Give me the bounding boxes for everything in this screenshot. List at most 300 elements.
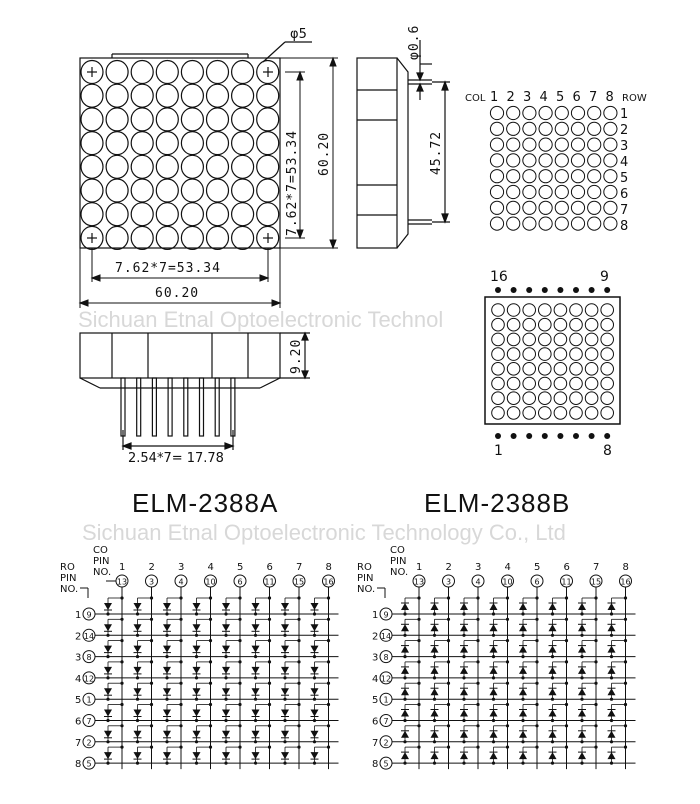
led-circle (571, 138, 584, 151)
junction-dot (254, 655, 257, 658)
pitch-vertical-label: 7.62*7=53.34 (285, 130, 300, 236)
junction-dot (195, 698, 198, 701)
led-circle (539, 407, 552, 420)
led-circle (539, 363, 552, 376)
model-title-b: ELM-2388B (424, 488, 571, 518)
junction-dot (594, 639, 597, 642)
junction-dot (297, 746, 300, 749)
hole-dimension-label: φ5 (290, 27, 307, 42)
led-circle (232, 179, 254, 202)
junction-dot (535, 618, 538, 621)
led-circle (588, 106, 601, 119)
pin-dot-bottom (511, 433, 517, 439)
led-circle (554, 333, 567, 346)
led-circle (523, 333, 536, 346)
junction-dot (610, 698, 613, 701)
row-pin-number: 8 (86, 653, 92, 663)
led-circle (131, 108, 153, 131)
led-circle (601, 304, 614, 317)
junction-dot (120, 660, 123, 663)
led-circle (81, 203, 103, 226)
junction-dot (254, 612, 257, 615)
pin-label: PIN (390, 556, 407, 567)
junction-dot (268, 618, 271, 621)
led-circle (492, 333, 505, 346)
row-number: 4 (620, 155, 629, 170)
col-pin-number: 4 (475, 577, 481, 587)
junction-dot (447, 596, 450, 599)
junction-dot (297, 660, 300, 663)
led-circle (492, 304, 505, 317)
junction-dot (209, 660, 212, 663)
led-circle (131, 84, 153, 107)
led-circle (585, 318, 598, 331)
col-number: 7 (593, 562, 600, 573)
row-number: 2 (75, 631, 82, 643)
led-circle (523, 138, 536, 151)
co-label: CO (390, 545, 405, 556)
pin-1-label: 1 (494, 443, 503, 459)
junction-dot (268, 639, 271, 642)
front-view (80, 42, 312, 249)
junction-dot (150, 618, 153, 621)
junction-dot (195, 740, 198, 743)
led-circle (490, 138, 503, 151)
junction-dot (506, 639, 509, 642)
junction-dot (179, 660, 182, 663)
junction-dot (624, 618, 627, 621)
led-circle (585, 333, 598, 346)
led-circle (232, 108, 254, 131)
junction-dot (268, 724, 271, 727)
row-number: 7 (372, 737, 379, 749)
junction-dot (136, 719, 139, 722)
junction-dot (283, 676, 286, 679)
led-circle (570, 377, 583, 390)
junction-dot (535, 703, 538, 706)
junction-dot (521, 719, 524, 722)
row-pin-number: 12 (380, 674, 392, 684)
junction-dot (136, 698, 139, 701)
junction-dot (209, 618, 212, 621)
led-circle (131, 226, 153, 249)
junction-dot (565, 639, 568, 642)
junction-dot (565, 596, 568, 599)
junction-dot (297, 682, 300, 685)
junction-dot (150, 703, 153, 706)
junction-dot (297, 724, 300, 727)
junction-dot (120, 618, 123, 621)
junction-dot (403, 612, 406, 615)
height-label: 60.20 (317, 131, 332, 176)
junction-dot (283, 762, 286, 765)
junction-dot (521, 676, 524, 679)
junction-dot (551, 740, 554, 743)
junction-dot (594, 660, 597, 663)
junction-dot (417, 660, 420, 663)
junction-dot (535, 639, 538, 642)
led-circle (507, 154, 520, 167)
led-circle (156, 108, 178, 131)
led-circle (523, 348, 536, 361)
led-circle (232, 155, 254, 178)
led-circle (523, 106, 536, 119)
led-circle (106, 61, 128, 84)
junction-dot (594, 724, 597, 727)
junction-dot (462, 698, 465, 701)
led-circle (539, 138, 552, 151)
led-circle (555, 201, 568, 214)
junction-dot (580, 634, 583, 637)
led-circle (571, 122, 584, 135)
led-circle (181, 226, 203, 249)
junction-dot (327, 596, 330, 599)
col-number: 7 (589, 90, 598, 105)
led-circle (604, 122, 617, 135)
junction-dot (565, 746, 568, 749)
junction-dot (433, 740, 436, 743)
row-number: 3 (372, 652, 379, 664)
led-circle (181, 61, 203, 84)
junction-dot (209, 746, 212, 749)
led-circle (523, 392, 536, 405)
junction-dot (254, 762, 257, 765)
junction-dot (283, 719, 286, 722)
junction-dot (462, 719, 465, 722)
led-circle (181, 203, 203, 226)
junction-dot (165, 634, 168, 637)
junction-dot (327, 660, 330, 663)
junction-dot (476, 639, 479, 642)
junction-dot (136, 762, 139, 765)
led-circle (523, 318, 536, 331)
led-circle (507, 185, 520, 198)
junction-dot (179, 703, 182, 706)
pin-lead (137, 378, 141, 436)
junction-dot (209, 596, 212, 599)
row-number: 1 (372, 610, 379, 621)
junction-dot (492, 612, 495, 615)
led-circle (232, 84, 254, 107)
led-circle (81, 179, 103, 202)
junction-dot (492, 698, 495, 701)
junction-dot (136, 655, 139, 658)
led-circle (492, 348, 505, 361)
led-circle (539, 392, 552, 405)
pin-dot-top (511, 287, 517, 293)
junction-dot (179, 724, 182, 727)
junction-dot (624, 682, 627, 685)
junction-dot (535, 746, 538, 749)
junction-dot (506, 660, 509, 663)
junction-dot (297, 596, 300, 599)
junction-dot (327, 703, 330, 706)
junction-dot (283, 698, 286, 701)
junction-dot (417, 746, 420, 749)
col-pin-number: 3 (148, 577, 155, 587)
junction-dot (224, 762, 227, 765)
pin-lead (184, 378, 188, 436)
led-circle (555, 217, 568, 230)
col-pin-number: 11 (561, 577, 572, 587)
row-pin-number: 1 (86, 695, 92, 705)
led-circle (507, 348, 520, 361)
row-number: 2 (372, 631, 379, 643)
led-circle (106, 108, 128, 131)
led-circle (570, 333, 583, 346)
junction-dot (165, 612, 168, 615)
junction-dot (506, 596, 509, 599)
led-circle (490, 201, 503, 214)
col-pin-number: 3 (445, 577, 452, 587)
junction-dot (551, 698, 554, 701)
led-circle (207, 179, 229, 202)
pin-pitch-label: 2.54*7= 17.78 (128, 451, 224, 466)
col-number: 2 (148, 562, 155, 573)
led-circle (507, 106, 520, 119)
pin-label: PIN (60, 573, 77, 584)
junction-dot (580, 762, 583, 765)
led-circle (588, 154, 601, 167)
led-circle (156, 155, 178, 178)
led-circle (181, 179, 203, 202)
junction-dot (106, 740, 109, 743)
led-circle (131, 179, 153, 202)
led-circle (492, 363, 505, 376)
junction-dot (551, 612, 554, 615)
col-number: 8 (325, 562, 332, 573)
row-number: 8 (75, 759, 82, 771)
junction-dot (594, 596, 597, 599)
junction-dot (610, 676, 613, 679)
led-circle (554, 392, 567, 405)
junction-dot (580, 740, 583, 743)
junction-dot (521, 612, 524, 615)
led-circle (523, 201, 536, 214)
bottom-view (80, 333, 310, 450)
led-circle (604, 106, 617, 119)
led-circle (207, 132, 229, 155)
corner-mark (87, 67, 97, 77)
row-pin-number: 2 (86, 738, 92, 748)
pin-lead (152, 378, 156, 436)
led-circle (523, 304, 536, 317)
led-circle (588, 201, 601, 214)
pin-16-label: 16 (490, 269, 508, 285)
junction-dot (610, 719, 613, 722)
junction-dot (238, 618, 241, 621)
pin-lead (215, 378, 219, 436)
junction-dot (150, 639, 153, 642)
pin-dot-top (557, 287, 563, 293)
junction-dot (433, 676, 436, 679)
led-circle (131, 61, 153, 84)
junction-dot (313, 719, 316, 722)
led-circle (181, 108, 203, 131)
pin-lead (168, 378, 172, 436)
col-pin-number: 15 (590, 577, 602, 587)
junction-dot (594, 703, 597, 706)
junction-dot (120, 639, 123, 642)
led-circle (571, 154, 584, 167)
junction-dot (610, 612, 613, 615)
pin-label: PIN (357, 573, 374, 584)
junction-dot (268, 682, 271, 685)
junction-dot (165, 655, 168, 658)
junction-dot (106, 719, 109, 722)
led-circle (601, 333, 614, 346)
led-circle (106, 132, 128, 155)
junction-dot (120, 596, 123, 599)
junction-dot (594, 618, 597, 621)
junction-dot (179, 618, 182, 621)
pin-dot-bottom (557, 433, 563, 439)
col-label: COL (465, 93, 486, 104)
junction-dot (476, 746, 479, 749)
col-number: 4 (539, 90, 548, 105)
led-circle (523, 185, 536, 198)
led-circle (588, 138, 601, 151)
junction-dot (136, 634, 139, 637)
row-number: 4 (75, 673, 82, 685)
pin-dot-top (542, 287, 548, 293)
led-circle (570, 318, 583, 331)
col-pin-number: 16 (620, 577, 631, 587)
led-circle (601, 363, 614, 376)
junction-dot (417, 703, 420, 706)
col-pin-number: 4 (178, 577, 184, 587)
led-circle (507, 407, 520, 420)
junction-dot (447, 682, 450, 685)
led-circle (555, 154, 568, 167)
led-circle (604, 138, 617, 151)
led-circle (257, 179, 279, 202)
junction-dot (268, 746, 271, 749)
junction-dot (417, 618, 420, 621)
led-circle (257, 203, 279, 226)
led-circle (507, 138, 520, 151)
led-circle (523, 154, 536, 167)
led-circle (523, 363, 536, 376)
led-circle (571, 170, 584, 183)
led-circle (601, 407, 614, 420)
junction-dot (551, 676, 554, 679)
junction-dot (195, 655, 198, 658)
junction-dot (433, 612, 436, 615)
led-circle (507, 122, 520, 135)
row-pin-number: 9 (86, 610, 92, 620)
led-circle (207, 84, 229, 107)
led-circle (156, 179, 178, 202)
led-circle (81, 108, 103, 131)
pin-length-label: 45.72 (429, 130, 444, 175)
col-pin-number: 13 (116, 577, 128, 587)
pin-lead (200, 378, 204, 436)
junction-dot (283, 740, 286, 743)
junction-dot (179, 682, 182, 685)
junction-dot (165, 762, 168, 765)
row-number: 7 (620, 203, 629, 218)
junction-dot (195, 634, 198, 637)
junction-dot (535, 596, 538, 599)
junction-dot (120, 682, 123, 685)
led-circle (555, 185, 568, 198)
width-label: 60.20 (155, 286, 200, 301)
junction-dot (610, 762, 613, 765)
led-circle (507, 304, 520, 317)
thickness-label: 9.20 (289, 338, 304, 374)
corner-mark (87, 233, 97, 243)
led-circle (492, 318, 505, 331)
led-circle (181, 132, 203, 155)
junction-dot (610, 655, 613, 658)
pin-lead (121, 378, 125, 436)
junction-dot (565, 618, 568, 621)
junction-dot (165, 698, 168, 701)
junction-dot (551, 655, 554, 658)
led-circle (106, 226, 128, 249)
led-circle (539, 170, 552, 183)
no-label: NO. (60, 584, 79, 595)
pin-label: PIN (93, 556, 110, 567)
corner-mark (263, 67, 273, 77)
junction-dot (403, 762, 406, 765)
junction-dot (624, 703, 627, 706)
junction-dot (610, 634, 613, 637)
led-circle (156, 84, 178, 107)
junction-dot (551, 762, 554, 765)
junction-dot (403, 740, 406, 743)
junction-dot (106, 676, 109, 679)
junction-dot (462, 762, 465, 765)
led-circle (207, 203, 229, 226)
junction-dot (433, 762, 436, 765)
row-pin-number: 2 (383, 738, 389, 748)
junction-dot (268, 703, 271, 706)
junction-dot (580, 655, 583, 658)
row-number: 8 (620, 219, 629, 234)
led-circle (156, 132, 178, 155)
no-label: NO. (390, 567, 409, 578)
junction-dot (417, 596, 420, 599)
pin-dot-top (589, 287, 595, 293)
junction-dot (580, 612, 583, 615)
junction-dot (521, 655, 524, 658)
led-circle (507, 201, 520, 214)
led-circle (106, 203, 128, 226)
junction-dot (195, 676, 198, 679)
junction-dot (238, 596, 241, 599)
led-circle (106, 155, 128, 178)
junction-dot (224, 634, 227, 637)
junction-dot (521, 762, 524, 765)
junction-dot (506, 724, 509, 727)
row-pin-number: 14 (83, 631, 95, 641)
led-circle (106, 84, 128, 107)
junction-dot (403, 655, 406, 658)
led-circle (570, 392, 583, 405)
junction-dot (403, 676, 406, 679)
junction-dot (447, 639, 450, 642)
row-number: 1 (620, 107, 629, 122)
junction-dot (238, 639, 241, 642)
led-circle (207, 108, 229, 131)
junction-dot (447, 660, 450, 663)
junction-dot (327, 639, 330, 642)
led-circle (507, 377, 520, 390)
junction-dot (165, 740, 168, 743)
junction-dot (268, 596, 271, 599)
